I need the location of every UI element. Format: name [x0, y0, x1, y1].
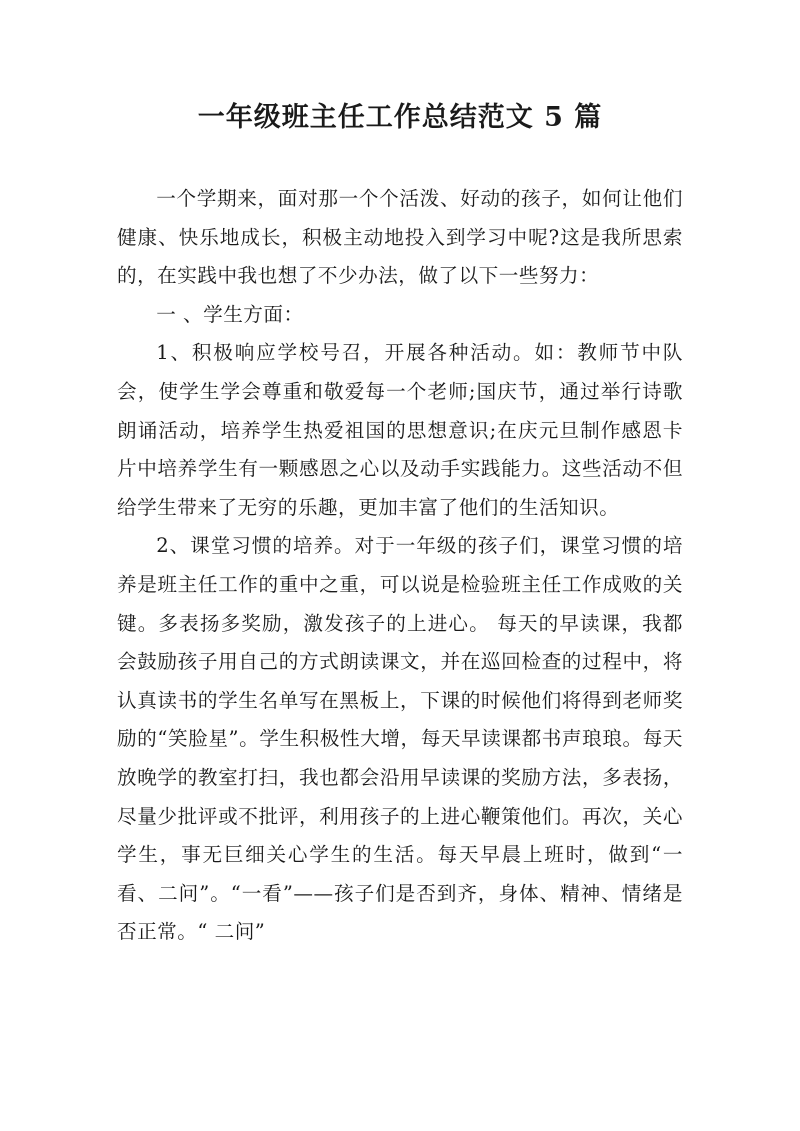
intro-paragraph: 一个学期来，面对那一个个活泼、好动的孩子，如何让他们健康、快乐地成长，积极主动地投入到学习中呢?这是我所思索的，在实践中我也想了不少办法，做了以下一些努力：	[117, 187, 683, 288]
paragraph-activities: 1、积极响应学校号召，开展各种活动。如：教师节中队会，使学生学会尊重和敬爱每一个老师;国庆节，通过举行诗歌朗诵活动，培养学生热爱祖国的思想意识;在庆元旦制作感恩卡片中培养学生有一颗感恩之心以及动手实践能力。这些活动不但给学生带来了无穷的乐趣，更加丰富了他们的生活知识。	[117, 341, 683, 519]
document-title: 一年级班主任工作总结范文 5 篇	[197, 102, 603, 133]
paragraph-classroom-habits: 2、课堂习惯的培养。对于一年级的孩子们，课堂习惯的培养是班主任工作的重中之重，可以说是检验班主任工作成败的关键。多表扬多奖励，激发孩子的上进心。 每天的早读课，我都会鼓励孩子用自己的方式朗读课文，并在巡回检查的过程中，将认真读书的学生名单写在黑板上，下课的时候他们将得到老师奖励的“笑脸星”。学生积极性大增，每天早读课都书声琅琅。每天放晚学的教室打扫，我也都会沿用早读课的奖励方法，多表扬，尽量少批评或不批评，利用孩子的上进心鞭策他们。再次，关心学生，事无巨细关心学生的生活。每天早晨上班时，做到“一看、二问”。“一看”——孩子们是否到齐，身体、精神、情绪是否正常。“ 二问”	[117, 534, 683, 944]
document-body	[117, 180, 683, 952]
section-heading-students: 一 、学生方面：	[156, 302, 304, 326]
